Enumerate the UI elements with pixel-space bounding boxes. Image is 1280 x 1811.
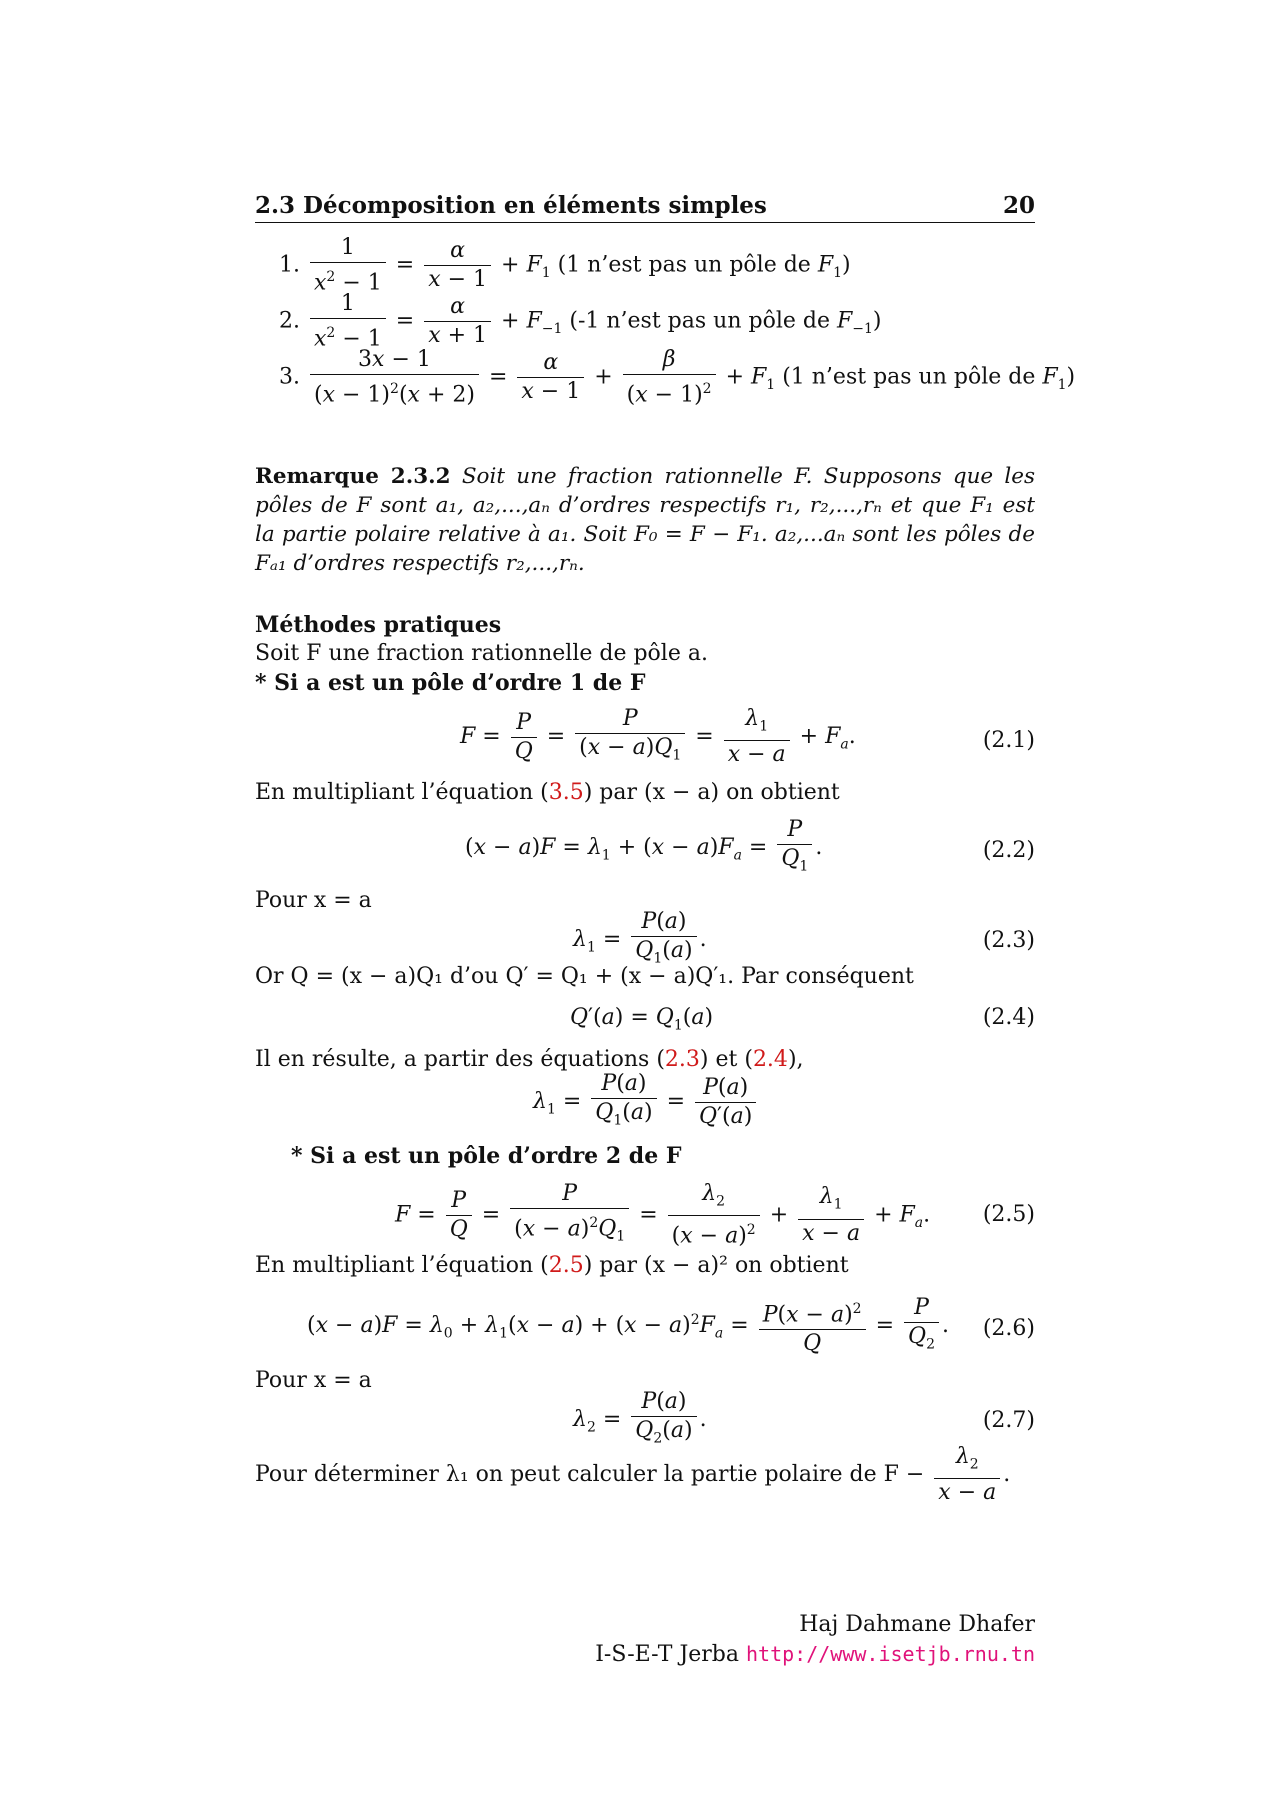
ref-2-3[interactable]: 2.3 bbox=[664, 1047, 700, 1072]
remark-text: Soit une fraction rationnelle F. Supposons que les pôles de F sont a₁, a₂,...,aₙ d’ordres respectifs r₁, r₂,...,rₙ et que F₁ est la partie polaire relative à a₁. Soit F₀ = F − F₁. a₂,...aₙ sont les pôles de Fₐ₁ d’ordres respectifs r₂,...,rₙ. bbox=[255, 464, 1035, 576]
remark-2-3-2 bbox=[255, 462, 1035, 578]
footer-institution: I-S-E-T Jerba bbox=[595, 1642, 740, 1667]
ref-2-4[interactable]: 2.4 bbox=[752, 1047, 788, 1072]
equation-number-2-6: (2.6) bbox=[982, 1316, 1035, 1341]
equation-2-1: F = $\frac{P}{Q}$ = $\frac{P}{(x - a)Q_1}$ = $\frac{\lambda_1}{x - a}$ + $F_a$. bbox=[460, 706, 856, 768]
or-line: Or Q = (x − a)Q₁ d’ou Q′ = Q₁ + (x − a)Q′₁. Par conséquent bbox=[255, 964, 914, 989]
page-number: 20 bbox=[1002, 192, 1035, 219]
multiply-line-1: En multipliant l’équation (3.5) par (x − a) on obtient bbox=[255, 780, 840, 805]
section-title: 2.3 Décomposition en éléments simples bbox=[255, 192, 767, 219]
example-1: 1. $\frac{1}{x^2 - 1}$ = $\frac{\alpha}{x - 1}$ + $F_1$ (1 n’est pas un pôle de $F_1$) bbox=[279, 235, 851, 296]
equation-number-2-4: (2.4) bbox=[982, 1005, 1035, 1030]
methods-title: Méthodes pratiques bbox=[255, 612, 502, 638]
methods-intro: Soit F une fraction rationnelle de pôle a. bbox=[255, 641, 708, 666]
final-line: Pour déterminer λ₁ on peut calculer la partie polaire de F − $\frac{\lambda_2}{x - a}$ . bbox=[255, 1444, 1011, 1506]
equation-number-2-2: (2.2) bbox=[982, 838, 1035, 863]
result-line: Il en résulte, a partir des équations (2.3) et (2.4), bbox=[255, 1047, 804, 1072]
equation-number-2-7: (2.7) bbox=[982, 1408, 1035, 1433]
ref-3-5[interactable]: 3.5 bbox=[548, 780, 584, 805]
equation-2-3: $\lambda_1$ = $\frac{P(a)}{Q_1(a)}$ . bbox=[573, 908, 707, 972]
example-3-note: (1 n’est pas un pôle de bbox=[782, 364, 1036, 390]
footer-author: Haj Dahmane Dhafer bbox=[799, 1612, 1035, 1637]
equation-lambda1: $\lambda_1$ = $\frac{P(a)}{Q_1(a)}$ = $\frac{P(a)}{Q'(a)}$ bbox=[533, 1070, 759, 1134]
pour-x-a-1: Pour x = a bbox=[255, 888, 372, 913]
multiply-line-2: En multipliant l’équation (2.5) par (x − a)² on obtient bbox=[255, 1253, 849, 1278]
equation-2-2: $(x - a)F = \lambda_1 + (x - a)F_a$ = $\frac{P}{Q_1}$ . bbox=[465, 816, 822, 880]
equation-2-4: $Q'(a) = Q_1(a)$ bbox=[570, 1005, 714, 1034]
ref-2-5[interactable]: 2.5 bbox=[548, 1253, 584, 1278]
pour-x-a-2: Pour x = a bbox=[255, 1368, 372, 1393]
example-1-note: (1 n’est pas un pôle de bbox=[557, 252, 811, 278]
equation-2-6: $(x - a)F = \lambda_0 + \lambda_1(x - a) + (x - a)^2F_a$ = $\frac{P(x - a)^2}{Q}$ = $\frac{P}{Q_2}$ . bbox=[307, 1294, 949, 1358]
equation-number-2-1: (2.1) bbox=[982, 728, 1035, 753]
case-order-2: * Si a est un pôle d’ordre 2 de F bbox=[291, 1143, 682, 1169]
footer-line bbox=[595, 1642, 1035, 1667]
example-2: 2. $\frac{1}{x^2 - 1}$ = $\frac{\alpha}{x + 1}$ + $F_{-1}$ (-1 n’est pas un pôle de $F_{-1}$) bbox=[279, 291, 882, 352]
equation-2-5: F = $\frac{P}{Q}$ = $\frac{P}{(x - a)^2Q_1}$ = $\frac{\lambda_2}{(x - a)^2}$ + $\frac{\lambda_1}{x - a}$ + $F_a$. bbox=[395, 1181, 931, 1249]
remark-label: Remarque 2.3.2 bbox=[255, 464, 451, 489]
case-order-1: * Si a est un pôle d’ordre 1 de F bbox=[255, 670, 646, 696]
example-3: 3. $\frac{3x - 1}{(x - 1)^2(x + 2)}$ = $\frac{\alpha}{x - 1}$ + $\frac{\beta}{(x - 1)^2}$ + $F_1$ (1 n’est pas un pôle de $F_1$) bbox=[279, 347, 1076, 408]
equation-number-2-5: (2.5) bbox=[982, 1202, 1035, 1227]
footer-url-link[interactable]: http://www.isetjb.rnu.tn bbox=[746, 1642, 1035, 1666]
running-header bbox=[255, 192, 1035, 223]
equation-number-2-3: (2.3) bbox=[982, 928, 1035, 953]
example-2-note: (-1 n’est pas un pôle de bbox=[569, 308, 830, 334]
equation-2-7: $\lambda_2$ = $\frac{P(a)}{Q_2(a)}$ . bbox=[573, 1388, 707, 1452]
